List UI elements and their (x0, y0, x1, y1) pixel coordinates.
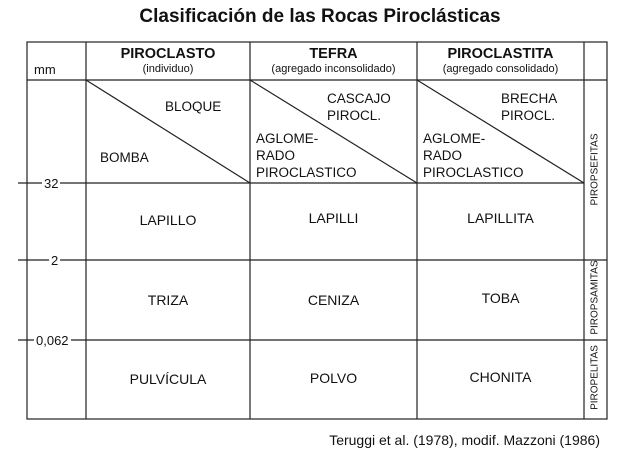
side-label-piropsefitas: PIROPSEFITAS (589, 133, 601, 206)
aglomerado-tefra-line-3: PIROCLASTICO (256, 165, 357, 180)
size-limit-0062: 0,062 (36, 333, 69, 348)
brecha-line-1: BRECHA (501, 91, 558, 106)
cascajo-line-1: CASCAJO (327, 91, 391, 106)
header-piroclastita: PIROCLASTITA (447, 46, 554, 62)
aglomerado-tefra-line-2: RADO (256, 148, 296, 163)
cell-triza: TRIZA (147, 292, 189, 308)
cell-lapilli: LAPILLI (308, 210, 359, 226)
cell-bomba: BOMBA (100, 150, 149, 165)
brecha-line-2: PIROCL. (501, 108, 556, 123)
page-title: Clasificación de las Rocas Piroclásticas (139, 6, 501, 27)
source-citation: Teruggi et al. (1978), modif. Mazzoni (1986) (329, 432, 600, 448)
cell-ceniza: CENIZA (307, 292, 360, 308)
cell-pulvicula: PULVÍCULA (129, 371, 207, 387)
aglomerado-piroclastita-line-2: RADO (423, 148, 463, 163)
cell-toba: TOBA (481, 290, 520, 306)
diagonal-piroclasto (86, 80, 250, 183)
aglomerado-piroclastita-line-3: PIROCLASTICO (423, 165, 524, 180)
cell-brecha-piroclastica (501, 90, 557, 124)
subheader-piroclasto: (individuo) (142, 63, 194, 75)
aglomerado-tefra-line-1: AGLOME- (256, 131, 319, 146)
side-label-piropsamitas: PIROPSAMITAS (589, 260, 601, 335)
size-unit-label: mm (34, 62, 56, 77)
cell-lapillita: LAPILLITA (467, 210, 534, 226)
cell-bloque: BLOQUE (165, 99, 222, 114)
cell-aglomerado-tefra (256, 130, 357, 181)
cell-cascajo-piroclastico (327, 90, 391, 124)
size-limit-32: 32 (44, 176, 59, 191)
subheader-tefra: (agregado inconsolidado) (271, 63, 396, 75)
subheader-piroclastita: (agregado consolidado) (442, 63, 559, 75)
aglomerado-piroclastita-line-1: AGLOME- (423, 131, 486, 146)
cell-polvo: POLVO (309, 370, 358, 386)
cell-aglomerado-piroclastita (423, 130, 524, 181)
size-limit-2: 2 (51, 253, 59, 268)
side-label-piropelitas: PIROPELITAS (589, 345, 601, 410)
cell-chonita: CHONITA (469, 369, 532, 385)
cascajo-line-2: PIROCL. (327, 108, 382, 123)
header-piroclasto: PIROCLASTO (120, 46, 216, 62)
cell-lapillo: LAPILLO (139, 212, 197, 228)
header-tefra: TEFRA (309, 46, 358, 62)
